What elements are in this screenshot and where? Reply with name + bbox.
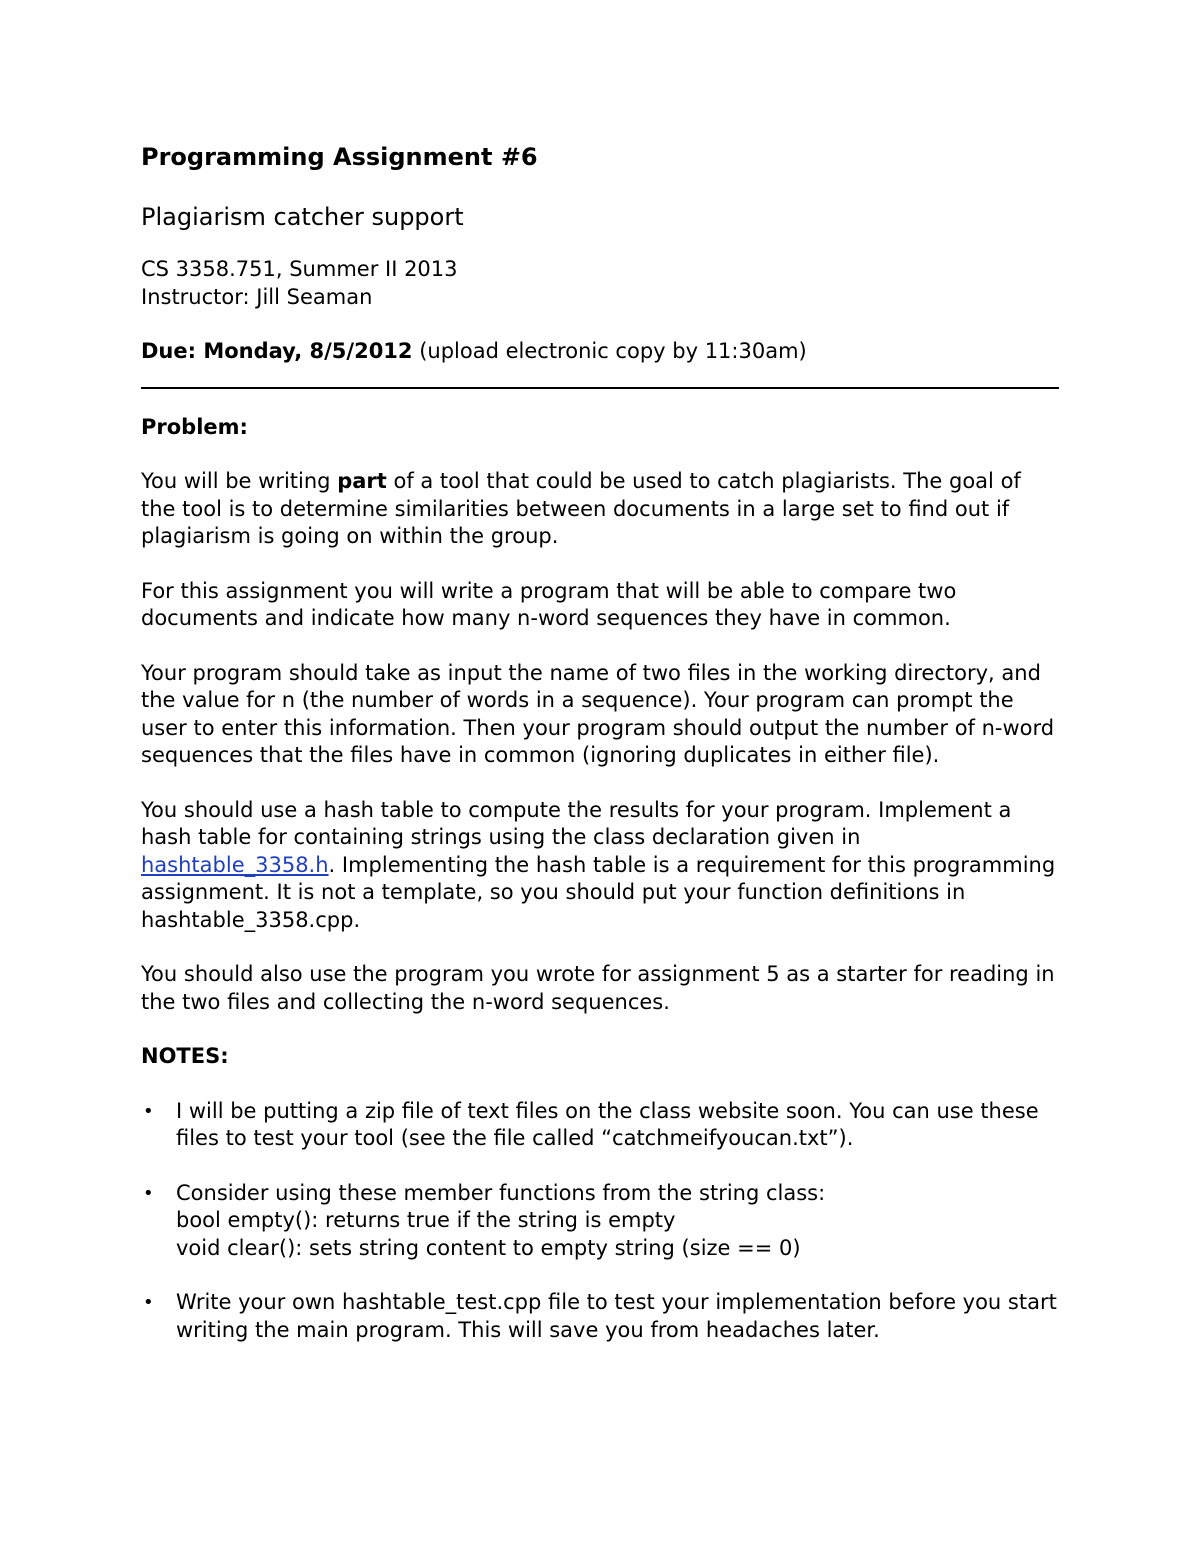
paragraph-text: of a tool that could be used to catch plagiarists. The goal of the tool is to determine similarities between documents in a large set to find out if plagiarism is going on within the group. bbox=[141, 469, 1021, 548]
due-date: Due: Monday, 8/5/2012 bbox=[141, 339, 413, 363]
bullet-icon: • bbox=[143, 1182, 154, 1204]
course-info bbox=[141, 256, 1059, 311]
paragraph-hashtable bbox=[141, 797, 1059, 935]
paragraph-starter: You should also use the program you wrote for assignment 5 as a starter for reading in the two files and collecting the n-word sequences. bbox=[141, 962, 1055, 1014]
list-item bbox=[141, 1289, 1059, 1344]
paragraph-input: Your program should take as input the name of two files in the working directory, and the value for n (the number of words in a sequence). Your program can prompt the user to enter this information. Then your program should output the number of n-word sequences that the files have in common (ignoring duplicates in either file). bbox=[141, 660, 1055, 767]
bullet-icon: • bbox=[143, 1292, 154, 1313]
note-text: I will be putting a zip file of text files on the class website soon. You can use these files to test your tool (see the file called “catchmeifyoucan.txt”). bbox=[176, 1098, 1039, 1150]
problem-heading: Problem: bbox=[141, 414, 248, 439]
paragraph-intro bbox=[141, 468, 1059, 551]
note-text: Consider using these member functions from the string class: bbox=[176, 1180, 826, 1205]
note-text: void clear(): sets string content to empty string (size == 0) bbox=[176, 1235, 801, 1260]
document-title: Programming Assignment #6 bbox=[141, 143, 538, 171]
list-item bbox=[141, 1180, 1059, 1263]
list-item bbox=[141, 1098, 1059, 1153]
paragraph-text: You should use a hash table to compute the results for your program. Implement a hash table for containing strings using the class declaration given in bbox=[141, 797, 1012, 849]
notes-list bbox=[141, 1098, 1059, 1345]
due-note: (upload electronic copy by 11:30am) bbox=[412, 339, 807, 363]
assignment-document bbox=[141, 140, 1059, 1371]
horizontal-rule bbox=[141, 387, 1059, 389]
paragraph-text: . Implementing the hash table is a requirement for this programming assignment. It is not a template, so you should put your function definitions in hashtable_3358.cpp. bbox=[141, 852, 1056, 932]
paragraph-text: You will be writing bbox=[141, 469, 338, 493]
hashtable-header-link[interactable]: hashtable_3358.h bbox=[141, 852, 329, 877]
note-text: Write your own hashtable_test.cpp file to test your implementation before you start writing the main program. This will save you from headaches later. bbox=[176, 1290, 1057, 1342]
due-line bbox=[141, 338, 1059, 366]
document-subtitle: Plagiarism catcher support bbox=[141, 203, 464, 231]
course-line: CS 3358.751, Summer II 2013 bbox=[141, 257, 458, 281]
paragraph-assignment: For this assignment you will write a program that will be able to compare two documents and indicate how many n-word sequences they have in common. bbox=[141, 578, 957, 630]
note-text: bool empty(): returns true if the string is empty bbox=[176, 1208, 676, 1232]
emphasis-text: part bbox=[337, 469, 387, 493]
bullet-icon: • bbox=[143, 1100, 154, 1122]
notes-heading: NOTES: bbox=[141, 1044, 229, 1068]
instructor-line: Instructor: Jill Seaman bbox=[141, 284, 373, 309]
